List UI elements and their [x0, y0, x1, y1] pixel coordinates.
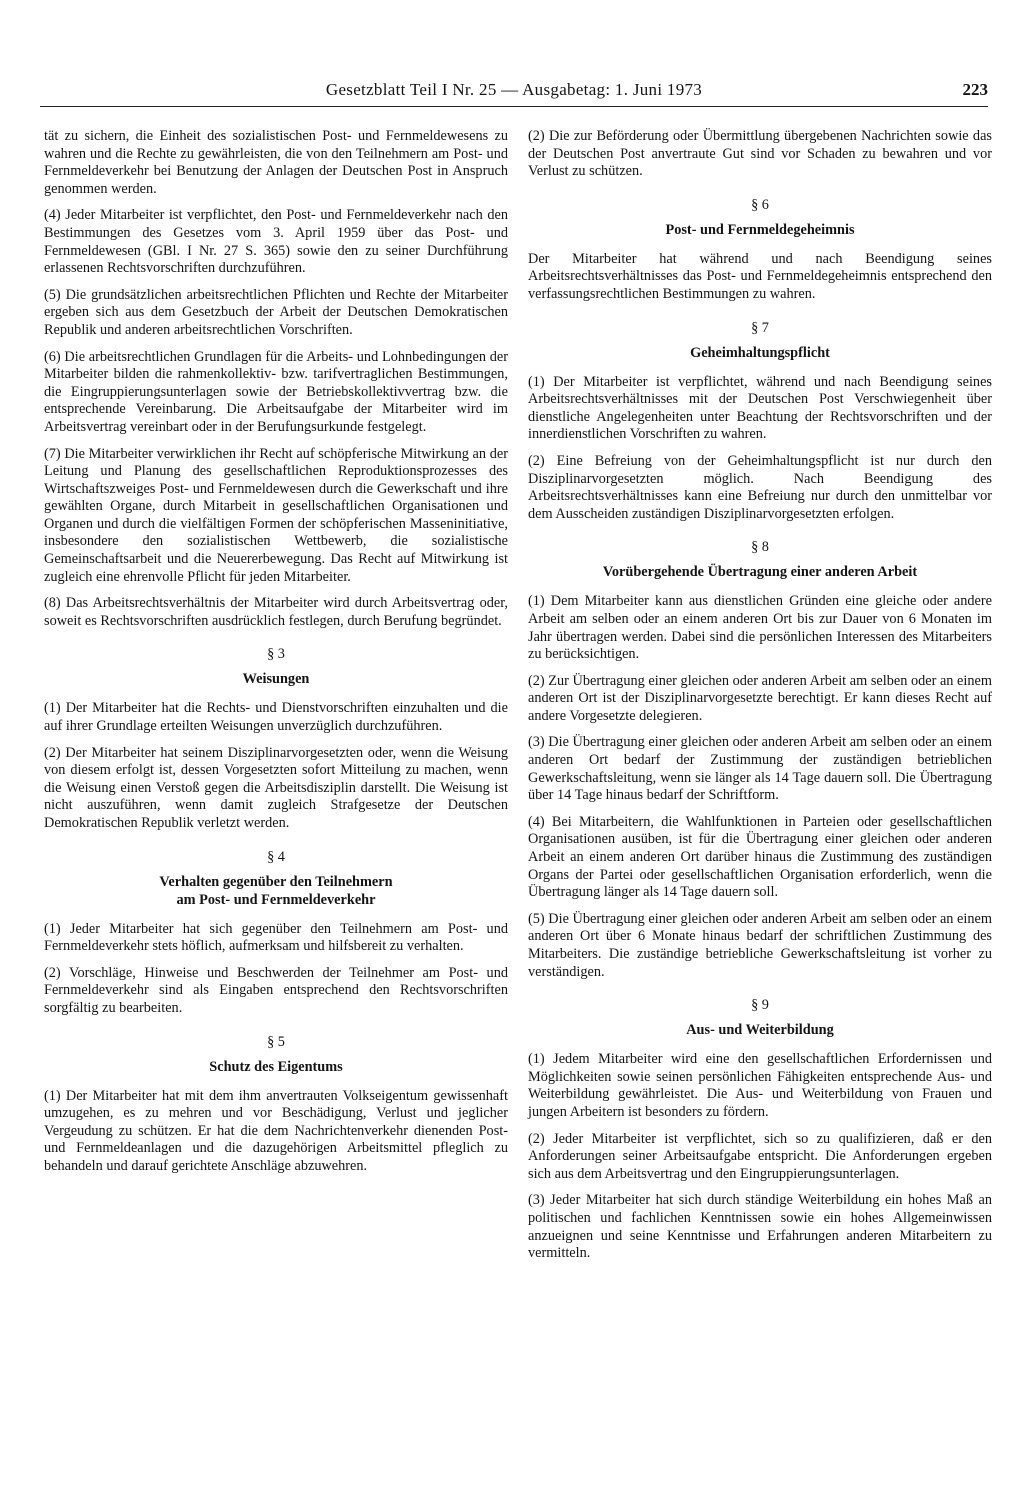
paragraph: (1) Jedem Mitarbeiter wird eine den gesellschaftlichen Erfordernissen und Möglichkeiten sowie seinen persönlichen Fähigkeiten entsprechende Aus- und Weiterbildung gewährleistet. Die Aus- und Weiterbildung von Frauen und jungen Arbeitern ist besonders zu fördern. [528, 1051, 992, 1120]
section-title [44, 873, 508, 909]
section-heading-8 [528, 538, 992, 581]
section-heading-3 [44, 645, 508, 688]
section-title: Vorübergehende Übertragung einer anderen Arbeit [602, 564, 918, 581]
paragraph: (2) Vorschläge, Hinweise und Beschwerden der Teilnehmer am Post- und Fernmeldeverkehr sind als Eingaben entsprechend den Rechtsvorschriften sorgfältig zu bearbeiten. [44, 964, 508, 1016]
section-title: Geheimhaltungspflicht [690, 344, 830, 361]
section-title-line: am Post- und Fernmeldeverkehr [176, 891, 376, 908]
paragraph: (4) Jeder Mitarbeiter ist verpflichtet, den Post- und Fernmeldeverkehr nach den Bestimmungen des Gesetzes vom 3. April 1959 über das Post- und Fernmeldewesen (GBl. I Nr. 27 S. 365) sowie den zu seiner Durchführung erlassenen Rechtsvorschriften durchzuführen. [44, 207, 508, 277]
page-header [40, 80, 988, 107]
paragraph: (1) Dem Mitarbeiter kann aus dienstlichen Gründen eine gleiche oder andere Arbeit am selben oder an einem anderen Ort bis zur Dauer von 6 Monaten im Jahr übertragen werden. Dabei sind die persönlichen Interessen des Mitarbeiters zu berücksichtigen. [528, 593, 992, 663]
section-number: § 8 [751, 539, 769, 556]
paragraph: (2) Der Mitarbeiter hat seinem Disziplinarvorgesetzten oder, wenn die Weisung von diesem erfolgt ist, dessen Vorgesetzten sofort Mitteilung zu machen, wenn die Weisung einen Verstoß gegen die Arbeitsdisziplin darstellt. Die Weisung ist nicht auszuführen, wenn damit zugleich Strafgesetze der Deutschen Demokratischen Republik verletzt werden. [44, 744, 508, 831]
section-number: § 3 [267, 646, 285, 663]
section-title: Post- und Fernmeldegeheimnis [665, 221, 855, 238]
paragraph: (8) Das Arbeitsrechtsverhältnis der Mitarbeiter wird durch Arbeitsvertrag oder, soweit es Rechtsvorschriften ausdrücklich festlegen, durch Berufung begründet. [44, 595, 508, 629]
paragraph: (5) Die Übertragung einer gleichen oder anderen Arbeit am selben oder an einem anderen Ort über 6 Monate hinaus bedarf der schriftlichen Zustimmung des Mitarbeiters. Die zuständige betriebliche Gewerkschaftsleitung ist vorher zu verständigen. [528, 910, 992, 980]
section-number: § 7 [751, 319, 769, 336]
section-heading-9 [528, 996, 992, 1039]
paragraph: tät zu sichern, die Einheit des sozialistischen Post- und Fernmeldewesens zu wahren und die Rechte zu gewährleisten, die von den Teilnehmern am Post- und Fernmeldeverkehr bei Benutzung der Anlagen der Deutschen Post in Anspruch genommen werden. [44, 128, 508, 197]
section-number: § 4 [267, 848, 285, 865]
paragraph: (3) Jeder Mitarbeiter hat sich durch ständige Weiterbildung ein hohes Maß an politischen und fachlichen Kenntnissen sowie ein hohes Allgemeinwissen anzueignen und seine Kenntnisse und Erfahrungen anderen Mitarbeitern zu vermitteln. [528, 1192, 992, 1262]
section-number: § 5 [267, 1033, 285, 1050]
paragraph: (2) Eine Befreiung von der Geheimhaltungspflicht ist nur durch den Disziplinarvorgesetzten möglich. Nach Beendigung des Arbeitsrechtsverhältnisses kann eine Befreiung nur durch den unmittelbar vor dem Ausscheiden zuständigen Disziplinarvorgesetzten erfolgen. [528, 452, 992, 522]
right-column [528, 128, 992, 1272]
paragraph: (5) Die grundsätzlichen arbeitsrechtlichen Pflichten und Rechte der Mitarbeiter ergeben sich aus dem Gesetzbuch der Arbeit der Deutschen Demokratischen Republik und anderen arbeitsrechtlichen Vorschriften. [44, 286, 508, 338]
section-heading-7 [528, 319, 992, 362]
section-title-line: Verhalten gegenüber den Teilnehmern [159, 873, 393, 890]
section-title: Aus- und Weiterbildung [686, 1022, 834, 1039]
paragraph: (1) Der Mitarbeiter hat die Rechts- und Dienstvorschriften einzuhalten und die auf ihrer Grundlage erteilten Weisungen unverzüglich durchzuführen. [44, 700, 508, 735]
section-number: § 9 [751, 997, 769, 1014]
paragraph: (3) Die Übertragung einer gleichen oder anderen Arbeit am selben oder an einem anderen Ort bedarf der Zustimmung der zuständigen betrieblichen Gewerkschaftsleitung, wenn sie länger als 14 Tage dauern soll. Die Übertragung über 14 Tage hinaus bedarf der Schriftform. [528, 734, 992, 804]
section-heading-5 [44, 1033, 508, 1076]
paragraph: (1) Jeder Mitarbeiter hat sich gegenüber den Teilnehmern am Post- und Fernmeldeverkehr stets höflich, aufmerksam und hilfsbereit zu verhalten. [44, 920, 508, 955]
section-heading-4 [44, 848, 508, 909]
paragraph: (4) Bei Mitarbeitern, die Wahlfunktionen in Parteien oder gesellschaftlichen Organisationen ausüben, ist für die Übertragung einer gleichen oder anderen Arbeit an einem anderen Ort darüber hinaus die Zustimmung des zuständigen Organs der Partei oder gesellschaftlichen Organisation erforderlich, wenn die Übertragung länger als 14 Tage dauern soll. [528, 813, 992, 901]
paragraph: (6) Die arbeitsrechtlichen Grundlagen für die Arbeits- und Lohnbedingungen der Mitarbeiter bilden die rahmenkollektiv- bzw. tarifvertraglichen Bestimmungen, die Eingruppierungsunterlagen sowie der Betriebskollektivvertrag bzw. die entsprechende Vereinbarung. Die Arbeitsaufgabe der Mitarbeiter wird im Arbeitsvertrag vereinbart oder in der Berufungsurkunde festgelegt. [44, 348, 508, 435]
section-heading-6 [528, 196, 992, 239]
paragraph: (1) Der Mitarbeiter ist verpflichtet, während und nach Beendigung seines Arbeitsrechtsverhältnisses mit der Deutschen Post Verschwiegenheit über dienstliche Angelegenheiten unter Beachtung der Rechtsvorschriften und der innerdienstlichen Vorschriften zu wahren. [528, 373, 992, 443]
text-columns [44, 128, 992, 1272]
page-number: 223 [962, 80, 988, 99]
paragraph: (1) Der Mitarbeiter hat mit dem ihm anvertrauten Volkseigentum gewissenhaft umzugehen, es zu mehren und vor Beschädigung, Verlust und jeglicher Vergeudung zu schützen. Er hat die dem Nachrichtenverkehr dienenden Post- und Fernmeldeanlagen und die dazugehörigen Arbeitsmittel pfleglich zu behandeln und darauf gerichtete Anschläge abzuwehren. [44, 1087, 508, 1174]
paragraph: Der Mitarbeiter hat während und nach Beendigung seines Arbeitsrechtsverhältnisses das Post- und Fernmeldegeheimnis entsprechend den verfassungsrechtlichen Bestimmungen zu wahren. [528, 250, 992, 302]
left-column [44, 128, 508, 1272]
section-title: Schutz des Eigentums [209, 1058, 343, 1075]
section-title: Weisungen [242, 671, 310, 688]
paragraph: (7) Die Mitarbeiter verwirklichen ihr Recht auf schöpferische Mitwirkung an der Leitung und Planung des gesellschaftlichen Reproduktionsprozesses des Wirtschaftszweiges Post- und Fernmeldewesen durch die Gewerkschaft und ihre gewählten Organe, durch Mitarbeit in gesellschaftlichen Organisationen und Organen und durch die vielfältigen Formen der schöpferischen Masseninitiative, insbesondere den sozialistischen Wettbewerb, die sozialistische Gemeinschaftsarbeit und die Neuererbewegung. Das Recht auf Mitwirkung ist zugleich eine ehrenvolle Pflicht für jeden Mitarbeiter. [44, 445, 508, 585]
paragraph: (2) Jeder Mitarbeiter ist verpflichtet, sich so zu qualifizieren, daß er den Anforderungen seiner Arbeitsaufgabe entspricht. Die Anforderungen ergeben sich aus dem Arbeitsvertrag und den Eingruppierungsunterlagen. [528, 1130, 992, 1182]
paragraph: (2) Zur Übertragung einer gleichen oder anderen Arbeit am selben oder an einem anderen Ort ist der Disziplinarvorgesetzte berechtigt. Er kann dieses Recht auf andere Vorgesetzte delegieren. [528, 672, 992, 724]
section-number: § 6 [751, 196, 769, 213]
paragraph: (2) Die zur Beförderung oder Übermittlung übergebenen Nachrichten sowie das der Deutschen Post anvertraute Gut sind vor Schaden zu bewahren und vor Verlust zu schützen. [528, 128, 992, 180]
page-header-title: Gesetzblatt Teil I Nr. 25 — Ausgabetag: 1. Juni 1973 [325, 80, 703, 99]
